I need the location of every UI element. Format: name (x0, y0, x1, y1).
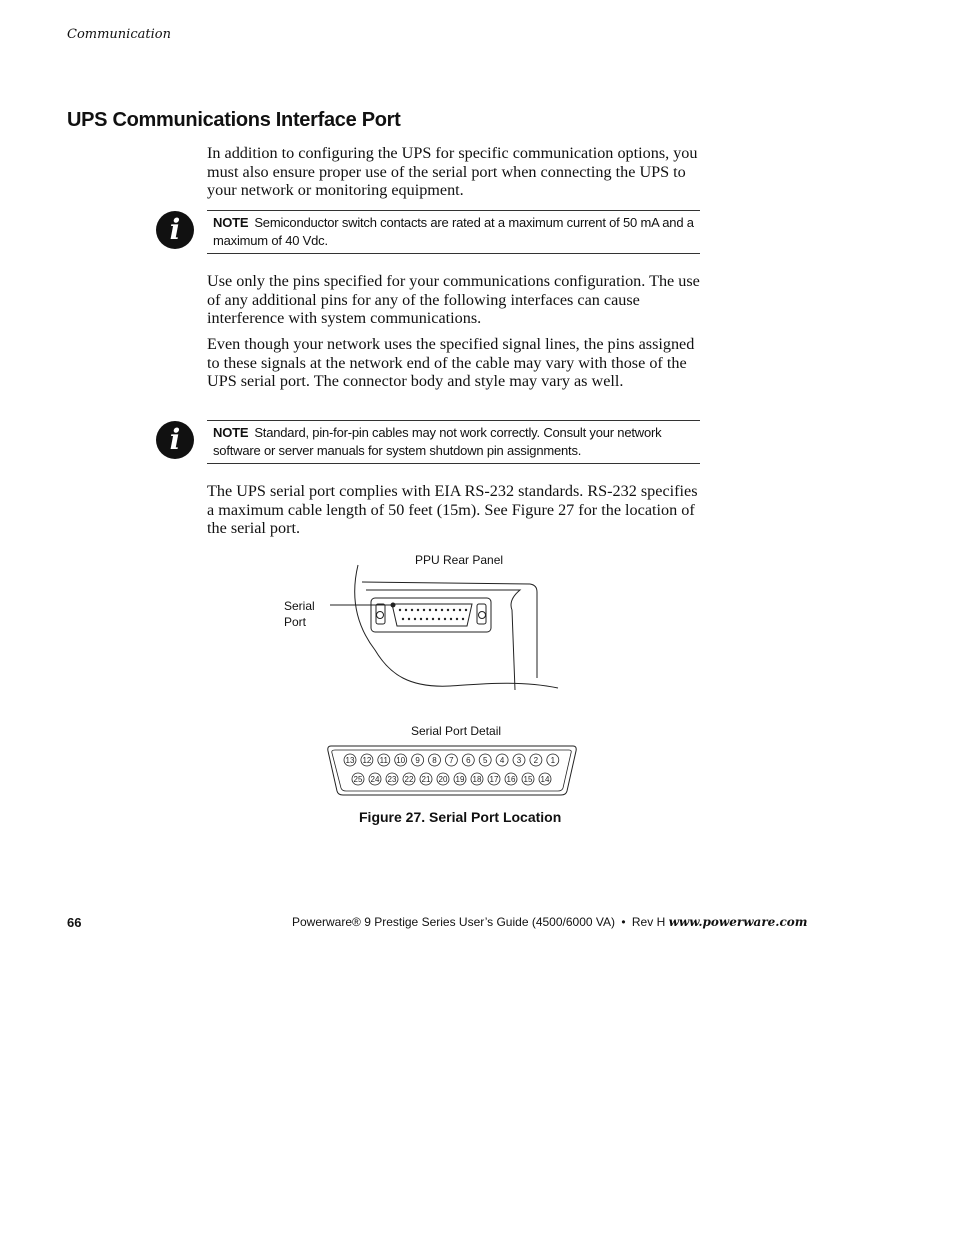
footer-line (292, 915, 807, 929)
website: www.powerware.com (668, 915, 808, 929)
pin-label-16: 16 (506, 775, 516, 784)
paragraph-rs232: The UPS serial port complies with EIA RS-232 standards. RS-232 specifies a maximum cable length of 50 feet (15m). See Figure 27 for the location of the serial port. (207, 482, 698, 538)
panel-label: PPU Rear Panel (415, 553, 504, 567)
pin-label-7: 7 (449, 756, 454, 765)
pin-label-23: 23 (387, 775, 397, 784)
note-text: Standard, pin-for-pin cables may not work correctly. Consult your network software or server manuals for system shutdown pin assignments. (213, 425, 662, 458)
note-semiconductor (207, 210, 700, 254)
pin-label-25: 25 (353, 775, 363, 784)
note-cables (207, 420, 700, 464)
note-label: NOTE (213, 215, 249, 230)
serial-port-detail (327, 742, 579, 798)
pin-label-21: 21 (421, 775, 431, 784)
serial-port-callout (284, 598, 315, 630)
paragraph-pins: Use only the pins specified for your communications configuration. The use of any additional pins for any of the following interfaces can cause interference with system communications. (207, 272, 700, 328)
pin-label-18: 18 (472, 775, 482, 784)
info-icon: i (156, 421, 194, 459)
detail-label: Serial Port Detail (411, 724, 502, 738)
pin-label-3: 3 (516, 756, 522, 765)
paragraph-intro: In addition to configuring the UPS for specific communication options, you must also ensure proper use of the serial port when connecting the UPS to your network or monitoring equipment. (207, 144, 698, 200)
pin-label-20: 20 (438, 775, 448, 784)
pin-label-9: 9 (415, 756, 420, 765)
figure-caption: Figure 27. Serial Port Location (359, 809, 562, 825)
pin-label-10: 10 (396, 756, 406, 765)
pin-label-2: 2 (533, 756, 539, 765)
pin-label-5: 5 (482, 756, 488, 765)
paragraph-network: Even though your network uses the specified signal lines, the pins assigned to these signals at the network end of the cable may vary with those of the UPS serial port. The connector body and style may vary as well. (207, 335, 695, 391)
pin-label-1: 1 (550, 756, 556, 765)
pin-label-17: 17 (489, 775, 499, 784)
pin-label-12: 12 (362, 756, 372, 765)
section-title: UPS Communications Interface Port (67, 109, 401, 131)
pin-label-4: 4 (499, 756, 505, 765)
revision: Rev H (631, 915, 666, 929)
note-text: Semiconductor switch contacts are rated at a maximum current of 50 mA and a maximum of 40 Vdc. (213, 215, 694, 248)
pin-label-6: 6 (466, 756, 471, 765)
note-label: NOTE (213, 425, 249, 440)
pin-label-19: 19 (455, 775, 465, 784)
info-icon: i (156, 211, 194, 249)
pin-label-11: 11 (379, 756, 388, 765)
callout-line-2: Port (284, 615, 307, 629)
footer-bullet: • (621, 915, 626, 929)
running-head: Communication (67, 27, 171, 42)
doc-title: Powerware® 9 Prestige Series User’s Guide (4500/6000 VA) (292, 915, 615, 929)
pin-label-22: 22 (404, 775, 414, 784)
page-number: 66 (67, 915, 82, 930)
callout-line-1: Serial (284, 599, 315, 613)
pin-label-24: 24 (370, 775, 380, 784)
rear-panel-drawing (330, 560, 570, 695)
pin-label-8: 8 (432, 756, 437, 765)
pin-label-15: 15 (523, 775, 533, 784)
pin-label-14: 14 (540, 775, 550, 784)
pin-label-13: 13 (345, 756, 355, 765)
